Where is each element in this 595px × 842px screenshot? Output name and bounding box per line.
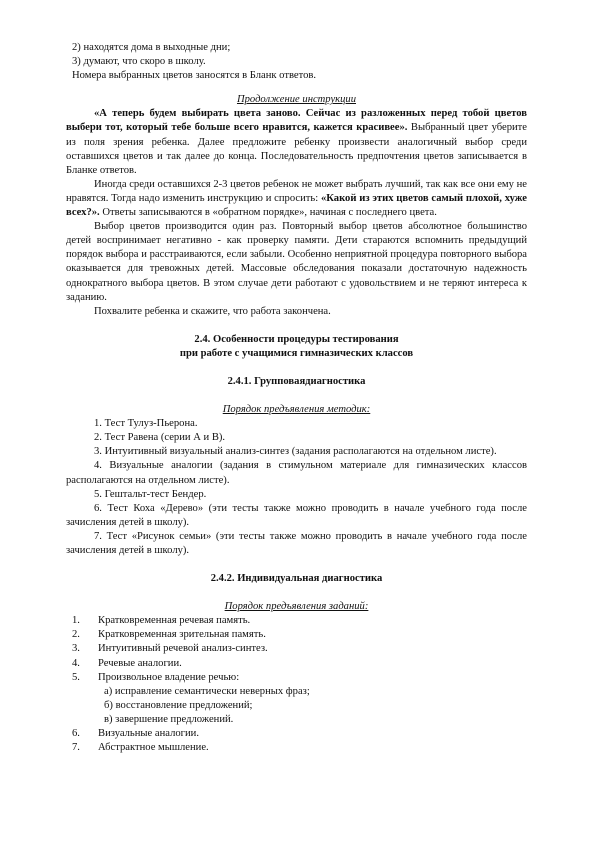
section-heading: 2.4. Особенности процедуры тестирования (194, 333, 399, 345)
sub-item: б) восстановление предложений; (104, 699, 253, 711)
item-number: 6. (72, 728, 80, 740)
sub-item: а) исправление семантически неверных фраз; (104, 685, 310, 697)
instruction-paragraph (66, 178, 527, 220)
sub-item: в) завершение предложений. (104, 713, 234, 725)
body-paragraph: Похвалите ребенка и скажите, что работа закончена. (94, 305, 331, 317)
item-text: Кратковременная речевая память. (98, 615, 251, 627)
list-item (66, 671, 527, 685)
item-text: Произвольное владение речью: (98, 671, 240, 683)
instruction-quote: «Какой из этих цветов самый плохой, хуже всех?». (66, 192, 527, 219)
list-item (66, 657, 527, 671)
list-item (66, 741, 527, 755)
list-item (66, 628, 527, 642)
item-number: 1. (72, 615, 80, 627)
list-item (66, 727, 527, 741)
subsection-heading: 2.4.2. Индивидуальная диагностика (210, 573, 383, 585)
instruction-quote: «А теперь будем выбирать цвета заново. Сейчас из разложенных перед тобой цветов выбери тот, который тебе больше всего нравится, кажется красивее». (66, 108, 527, 134)
item-number: 2. (72, 629, 80, 641)
item-number: 3. (72, 643, 80, 655)
methods-heading: Порядок предъявления методик: (222, 404, 371, 416)
item-number: 5. (72, 671, 80, 683)
continuation-heading: Продолжение инструкции (236, 94, 357, 106)
intro-line: 3) думают, что скоро в школу. (72, 56, 206, 68)
tasks-heading: Порядок предъявления заданий: (224, 601, 369, 613)
method-item: 3. Интуитивный визуальный анализ-синтез (задания располагаются на отдельном листе). (94, 446, 497, 458)
instruction-text: Ответы записываются в «обратном порядке», начиная с последнего цвета. (99, 207, 437, 219)
item-text: Абстрактное мышление. (98, 742, 209, 754)
list-item (66, 614, 527, 628)
instruction-text: Выбранный цвет уберите из поля зрения ребенка. Далее предложите ребенку произвести аналогичный выбор среди оставшихся цветов и так далее до конца. Последовательность предпочтения цветов записывается в Бланке ответов. (66, 122, 527, 176)
list-item (66, 642, 527, 656)
instruction-paragraph (66, 107, 527, 177)
method-item: 5. Гештальт-тест Бендер. (94, 488, 207, 500)
method-item: 7. Тест «Рисунок семьи» (эти тесты также можно проводить в начале учебного года после зачисления детей в школу). (66, 530, 527, 556)
page-content (66, 41, 527, 755)
method-item: 1. Тест Тулуз-Пьерона. (94, 418, 198, 430)
tasks-list (66, 614, 527, 684)
section-heading: при работе с учащимися гимназических классов (179, 347, 414, 359)
method-item: 6. Тест Коха «Дерево» (эти тесты также можно проводить в начале учебного года после зачисления детей в школу). (66, 502, 527, 528)
subsection-heading: 2.4.1. Групповаядиагностика (227, 375, 366, 387)
intro-line: Номера выбранных цветов заносятся в Бланк ответов. (72, 70, 317, 82)
item-text: Кратковременная зрительная память. (98, 629, 266, 641)
item-text: Речевые аналогии. (98, 657, 182, 669)
intro-line: 2) находятся дома в выходные дни; (72, 42, 231, 53)
item-text: Визуальные аналогии. (98, 728, 199, 740)
method-item: 4. Визуальные аналогии (задания в стимульном материале для гимназических классов располагаются на отдельном листе). (66, 460, 527, 486)
item-number: 7. (72, 742, 80, 754)
instruction-text: Иногда среди оставшихся 2-3 цветов ребенок не может выбрать лучший, так как все они ему не нравятся. Тогда надо изменить инструкцию и спросить: (66, 178, 527, 204)
item-text: Интуитивный речевой анализ-синтез. (98, 643, 268, 655)
tasks-list-continued (66, 727, 527, 755)
item-number: 4. (72, 657, 80, 669)
method-item: 2. Тест Равена (серии А и В). (94, 432, 226, 444)
body-paragraph: Выбор цветов производится один раз. Повторный выбор цветов абсолютное большинство детей воспринимает негативно - как проверку памяти. Дети стараются вспомнить предыдущий порядок выбора и расстраиваются, если забыли. Особенно неприятной процедура повторного выбора оказывается для тревожных детей. Массовые обследования показали достаточную надежность однократного выбора цветов. В этом случае дети работают с удовольствием и не теряют интереса к заданию. (66, 221, 527, 303)
